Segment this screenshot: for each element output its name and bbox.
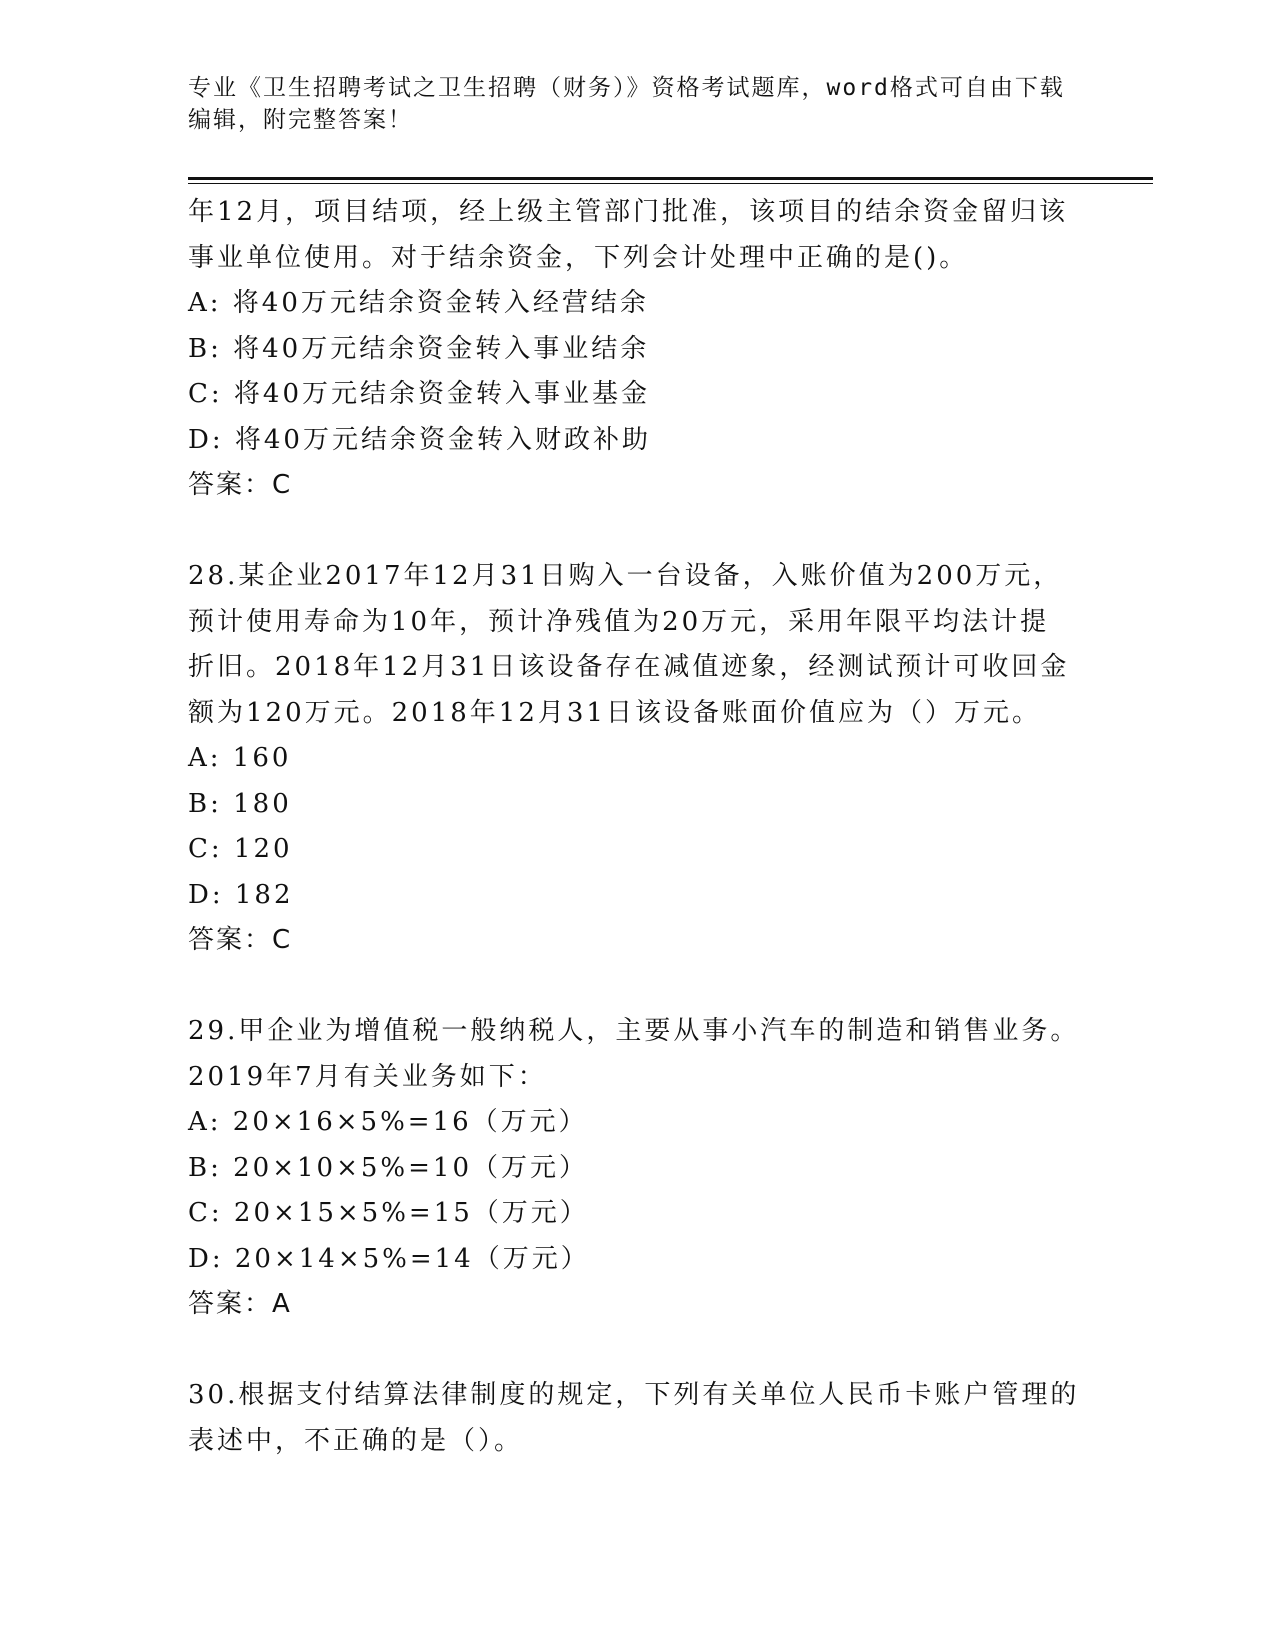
question-content: [188, 190, 1088, 1464]
option-b: B: 将40万元结余资金转入事业结余: [188, 333, 650, 364]
question-28: [188, 554, 1088, 964]
question-stem-line: 2019年7月有关业务如下：: [188, 1061, 547, 1092]
option-a: A: 20×16×5%=16（万元）: [188, 1107, 588, 1137]
question-29: [188, 1009, 1088, 1328]
question-27: [188, 190, 1088, 509]
option-c: C: 将40万元结余资金转入事业基金: [188, 379, 651, 409]
option-a: A: 160: [188, 743, 292, 773]
header-divider-thick: [188, 177, 1153, 180]
header-divider-thin: [188, 183, 1153, 184]
question-spacer: [188, 1328, 1088, 1374]
option-d: D: 将40万元结余资金转入财政补助: [188, 424, 651, 455]
question-stem-line: 表述中，不正确的是（）。: [188, 1425, 524, 1456]
question-stem-line: 折旧。2018年12月31日该设备存在减值迹象，经测试预计可收回金: [188, 652, 1070, 682]
answer-line: 答案：A: [188, 1289, 292, 1319]
option-b: B: 20×10×5%=10（万元）: [188, 1152, 588, 1183]
option-c: C: 20×15×5%=15（万元）: [188, 1198, 589, 1228]
header-line-1: 专业《卫生招聘考试之卫生招聘（财务）》资格考试题库，word格式可自由下载: [188, 75, 1065, 101]
answer-line: 答案：C: [188, 925, 293, 955]
answer-line: 答案：C: [188, 470, 293, 500]
question-stem-line: 30.根据支付结算法律制度的规定，下列有关单位人民币卡账户管理的: [188, 1380, 1080, 1410]
question-stem-line: 额为120万元。2018年12月31日该设备账面价值应为（）万元。: [188, 697, 1041, 728]
option-d: D: 20×14×5%=14（万元）: [188, 1243, 590, 1274]
option-c: C: 120: [188, 834, 293, 864]
question-30: [188, 1373, 1088, 1464]
option-d: D: 182: [188, 879, 294, 910]
question-spacer: [188, 964, 1088, 1010]
question-stem-line: 28.某企业2017年12月31日购入一台设备，入账价值为200万元，: [188, 561, 1063, 591]
header-line-2: 编辑，附完整答案！: [188, 107, 413, 133]
option-a: A: 将40万元结余资金转入经营结余: [188, 288, 649, 318]
option-b: B: 180: [188, 788, 292, 819]
question-stem-line: 年12月，项目结项，经上级主管部门批准，该项目的结余资金留归该: [188, 197, 1069, 227]
document-header: [188, 72, 1068, 136]
question-stem-line: 29.甲企业为增值税一般纳税人，主要从事小汽车的制造和销售业务。: [188, 1016, 1080, 1046]
question-stem-line: 预计使用寿命为10年，预计净残值为20万元，采用年限平均法计提: [188, 606, 1050, 637]
question-stem-line: 事业单位使用。对于结余资金，下列会计处理中正确的是()。: [188, 242, 969, 273]
question-spacer: [188, 509, 1088, 555]
